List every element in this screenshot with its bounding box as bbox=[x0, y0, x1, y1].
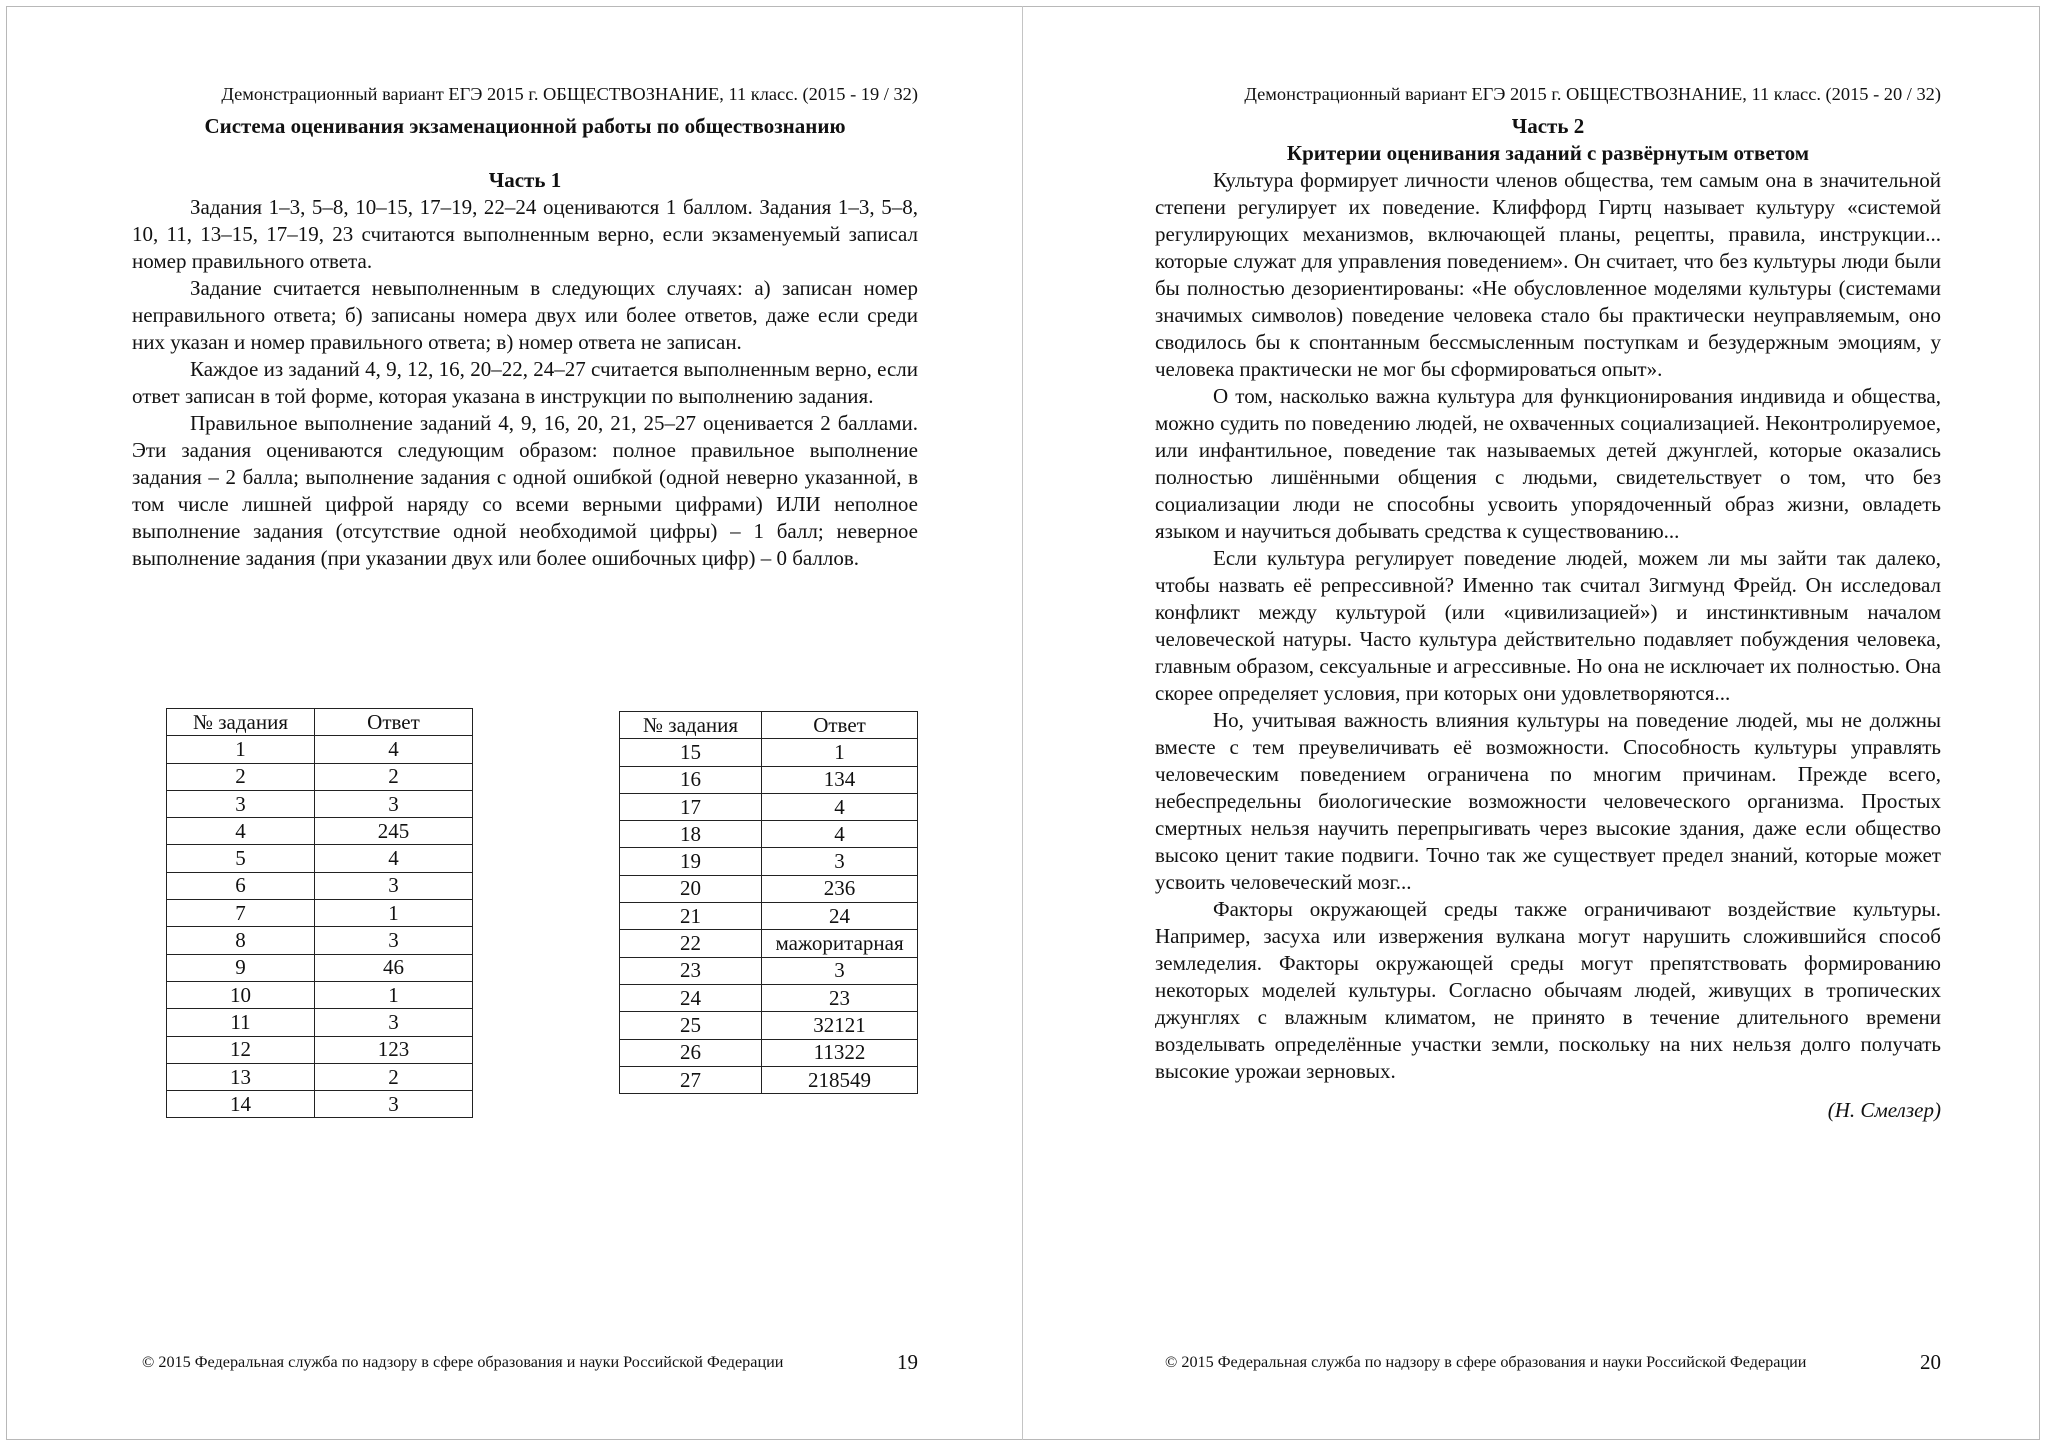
table-row bbox=[167, 1063, 473, 1090]
answer-cell: 245 bbox=[315, 818, 473, 845]
answer-cell: 4 bbox=[762, 821, 918, 848]
table-header-row bbox=[620, 712, 918, 739]
answer-cell: 46 bbox=[315, 954, 473, 981]
table-row bbox=[620, 1012, 918, 1039]
page-content bbox=[1155, 113, 1941, 1124]
paragraph: Культура формирует личности членов общества, тем самым она в значительной степени регулирует их поведение. Клиффорд Гиртц называет культуру «системой регулирующих механизмов, включающей планы, рецепты, правила, инструкции... которые служат для управления поведением». Он считает, что без культуры люди были бы полностью дезориентированы: «Не обусловленное моделями культуры (системами значимых символов) поведение человека стало бы практически неуправляемым, оно сводилось бы к спонтанным бессмысленным поступкам и безудержным эмоциям, у человека практически не мог бы сформироваться опыт». bbox=[1155, 168, 1941, 381]
task-number-cell: 26 bbox=[620, 1039, 762, 1066]
answer-cell: 2 bbox=[315, 763, 473, 790]
task-number-cell: 2 bbox=[167, 763, 315, 790]
task-number-cell: 22 bbox=[620, 930, 762, 957]
page-content bbox=[132, 113, 918, 572]
table-row bbox=[167, 900, 473, 927]
answer-cell: 23 bbox=[762, 984, 918, 1011]
task-number-cell: 21 bbox=[620, 903, 762, 930]
task-number-cell: 19 bbox=[620, 848, 762, 875]
table-row bbox=[620, 957, 918, 984]
paragraph: Если культура регулирует поведение людей, можем ли мы зайти так далеко, чтобы назвать её репрессивной? Именно так считал Зигмунд Фрейд. Он исследовал конфликт между культурой (или «цивилизацией») и инстинктивным началом человеческой натуры. Часто культура действительно подавляет побуждения человека, главным образом, сексуальные и агрессивные. Но она не исключает их полностью. Она скорее определяет условия, при которых они удовлетворяются... bbox=[1155, 546, 1941, 705]
task-number-cell: 1 bbox=[167, 736, 315, 763]
answer-cell: 3 bbox=[315, 872, 473, 899]
task-number-cell: 4 bbox=[167, 818, 315, 845]
paragraph: Задание считается невыполненным в следующих случаях: а) записан номер неправильного ответа; б) записаны номера двух или более ответов, даже если среди них указан и номер правильного ответа; в) номер ответа не записан. bbox=[132, 276, 918, 354]
table-row bbox=[620, 739, 918, 766]
answer-cell: 3 bbox=[315, 1009, 473, 1036]
page-title: Система оценивания экзаменационной работы по обществознанию bbox=[204, 114, 846, 138]
running-header: Демонстрационный вариант ЕГЭ 2015 г. ОБЩЕСТВОЗНАНИЕ, 11 класс. (2015 - 20 / 32) bbox=[1244, 84, 1941, 104]
task-number-cell: 17 bbox=[620, 793, 762, 820]
answer-cell: 4 bbox=[315, 845, 473, 872]
page-title: Критерии оценивания заданий с развёрнутым ответом bbox=[1286, 141, 1810, 165]
page-footer bbox=[1155, 1348, 1941, 1378]
table-row bbox=[620, 1039, 918, 1066]
page-number: 20 bbox=[1920, 1350, 1941, 1374]
answer-cell: 3 bbox=[315, 790, 473, 817]
table-header-row bbox=[167, 709, 473, 736]
task-number-cell: 8 bbox=[167, 927, 315, 954]
answer-cell: 24 bbox=[762, 903, 918, 930]
task-number-cell: 20 bbox=[620, 875, 762, 902]
answer-cell: 11322 bbox=[762, 1039, 918, 1066]
answer-cell: 4 bbox=[762, 793, 918, 820]
task-number-cell: 15 bbox=[620, 739, 762, 766]
answer-cell: 1 bbox=[315, 981, 473, 1008]
task-number-cell: 7 bbox=[167, 900, 315, 927]
column-header-answer: Ответ bbox=[762, 712, 918, 739]
paragraph: Каждое из заданий 4, 9, 12, 16, 20–22, 24–27 считается выполненным верно, если ответ записан в той форме, которая указана в инструкции по выполнению задания. bbox=[132, 357, 918, 408]
task-number-cell: 9 bbox=[167, 954, 315, 981]
task-number-cell: 27 bbox=[620, 1066, 762, 1093]
answers-table-1 bbox=[166, 708, 473, 1118]
answer-cell: 1 bbox=[762, 739, 918, 766]
answer-cell: 123 bbox=[315, 1036, 473, 1063]
part-heading: Часть 1 bbox=[488, 168, 562, 192]
answer-cell: 4 bbox=[315, 736, 473, 763]
answer-cell: 134 bbox=[762, 766, 918, 793]
page-divider bbox=[1022, 6, 1023, 1440]
task-number-cell: 3 bbox=[167, 790, 315, 817]
table-row bbox=[620, 930, 918, 957]
answer-cell: 2 bbox=[315, 1063, 473, 1090]
answer-cell: 1 bbox=[315, 900, 473, 927]
paragraph: Но, учитывая важность влияния культуры на поведение людей, мы не должны вместе с тем преувеличивать её возможности. Способность культуры управлять человеческим поведением ограничена по многим причинам. Прежде всего, небеспредельны биологические возможности человеческого организма. Простых смертных нельзя научить перепрыгивать через высокие здания, даже если общество высоко ценит такие подвиги. Точно так же существует предел знаний, которые может усвоить человеческий мозг... bbox=[1155, 708, 1941, 894]
answer-cell: 3 bbox=[762, 848, 918, 875]
page-number: 19 bbox=[897, 1350, 918, 1374]
table-row bbox=[620, 984, 918, 1011]
task-number-cell: 13 bbox=[167, 1063, 315, 1090]
answer-cell: 3 bbox=[315, 927, 473, 954]
task-number-cell: 14 bbox=[167, 1091, 315, 1118]
answer-cell: 218549 bbox=[762, 1066, 918, 1093]
table-row bbox=[167, 763, 473, 790]
table-row bbox=[620, 848, 918, 875]
column-header-task: № задания bbox=[167, 709, 315, 736]
answer-cell: 32121 bbox=[762, 1012, 918, 1039]
table-row bbox=[620, 875, 918, 902]
table-row bbox=[167, 1091, 473, 1118]
table-row bbox=[167, 954, 473, 981]
column-header-task: № задания bbox=[620, 712, 762, 739]
table-row bbox=[167, 736, 473, 763]
table-row bbox=[167, 927, 473, 954]
paragraph: Факторы окружающей среды также ограничивают воздействие культуры. Например, засуха или извержения вулкана могут нарушить сложившийся способ земледелия. Факторы окружающей среды могут препятствовать формированию некоторых моделей культуры. Согласно обычаям людей, живущих в тропических джунглях с влажным климатом, не принято в течение длительного времени возделывать определённые участки земли, поскольку на них нельзя долго получать высокие урожаи зерновых. bbox=[1155, 897, 1941, 1083]
task-number-cell: 25 bbox=[620, 1012, 762, 1039]
table-row bbox=[620, 821, 918, 848]
task-number-cell: 18 bbox=[620, 821, 762, 848]
author-signature: (Н. Смелзер) bbox=[1827, 1098, 1941, 1122]
page-footer bbox=[132, 1348, 918, 1378]
table-row bbox=[620, 766, 918, 793]
part-heading: Часть 2 bbox=[1511, 114, 1585, 138]
table-row bbox=[620, 1066, 918, 1093]
table-row bbox=[167, 845, 473, 872]
table-row bbox=[167, 1036, 473, 1063]
table-row bbox=[167, 872, 473, 899]
task-number-cell: 11 bbox=[167, 1009, 315, 1036]
table-row bbox=[167, 1009, 473, 1036]
answer-cell: 3 bbox=[315, 1091, 473, 1118]
task-number-cell: 24 bbox=[620, 984, 762, 1011]
copyright-text: © 2015 Федеральная служба по надзору в сфере образования и науки Российской Федерации bbox=[142, 1353, 784, 1371]
answer-cell: 3 bbox=[762, 957, 918, 984]
paragraph: Правильное выполнение заданий 4, 9, 16, 20, 21, 25–27 оценивается 2 баллами. Эти задания оцениваются следующим образом: полное правильное выполнение задания – 2 балла; выполнение задания с одной ошибкой (одной неверно указанной, в том числе лишней цифрой наряду со всеми верными цифрами) ИЛИ неполное выполнение задания (отсутствие одной необходимой цифры) – 1 балл; неверное выполнение задания (при указании двух или более ошибочных цифр) – 0 баллов. bbox=[132, 411, 918, 570]
table-row bbox=[167, 818, 473, 845]
task-number-cell: 6 bbox=[167, 872, 315, 899]
task-number-cell: 23 bbox=[620, 957, 762, 984]
task-number-cell: 10 bbox=[167, 981, 315, 1008]
running-header: Демонстрационный вариант ЕГЭ 2015 г. ОБЩЕСТВОЗНАНИЕ, 11 класс. (2015 - 19 / 32) bbox=[221, 84, 918, 104]
paragraph: О том, насколько важна культура для функционирования индивида и общества, можно судить по поведению людей, не охваченных социализацией. Неконтролируемое, или инфантильное, поведение так называемых детей джунглей, которые оказались полностью лишёнными общения с людьми, свидетельствует о том, что без социализации люди не способны усвоить упорядоченный образ жизни, овладеть языком и научиться добывать средства к существованию... bbox=[1155, 384, 1941, 543]
answer-cell: 236 bbox=[762, 875, 918, 902]
table-row bbox=[620, 793, 918, 820]
answers-table-2 bbox=[619, 711, 918, 1094]
task-number-cell: 12 bbox=[167, 1036, 315, 1063]
copyright-text: © 2015 Федеральная служба по надзору в сфере образования и науки Российской Федерации bbox=[1165, 1353, 1807, 1371]
spacer bbox=[132, 140, 918, 167]
page-19 bbox=[132, 0, 918, 1448]
paragraph: Задания 1–3, 5–8, 10–15, 17–19, 22–24 оцениваются 1 баллом. Задания 1–3, 5–8, 10, 11, 13–15, 17–19, 23 считаются выполненным верно, если экзаменуемый записал номер правильного ответа. bbox=[132, 195, 918, 273]
task-number-cell: 5 bbox=[167, 845, 315, 872]
page-20 bbox=[1155, 0, 1941, 1448]
table-row bbox=[167, 981, 473, 1008]
table-row bbox=[167, 790, 473, 817]
table-row bbox=[620, 903, 918, 930]
task-number-cell: 16 bbox=[620, 766, 762, 793]
answer-cell: мажоритарная bbox=[762, 930, 918, 957]
column-header-answer: Ответ bbox=[315, 709, 473, 736]
